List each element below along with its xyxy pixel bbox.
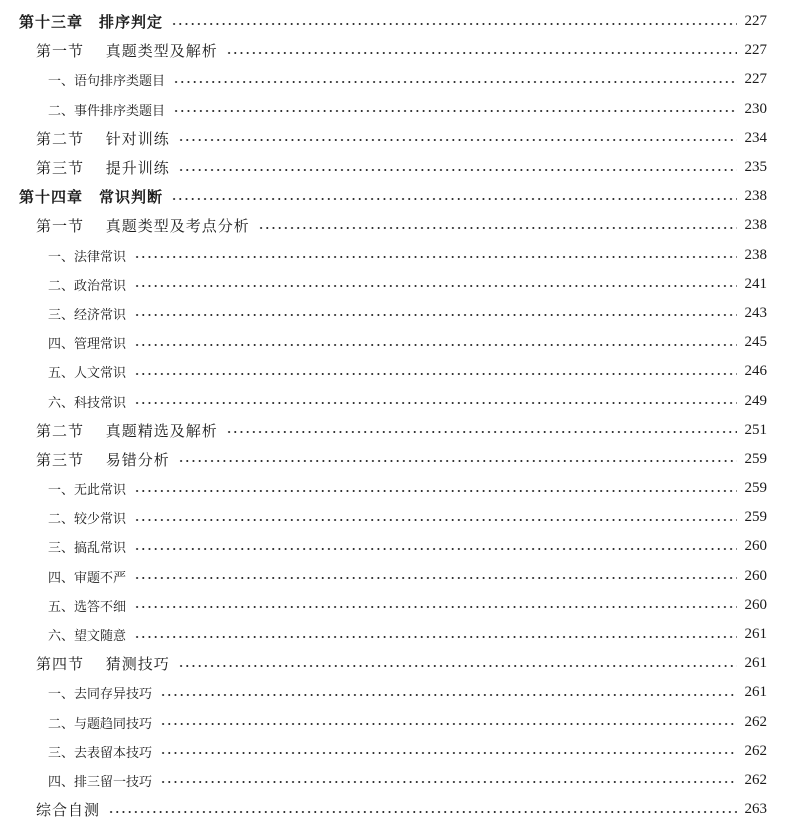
toc-item[interactable] xyxy=(0,708,787,737)
toc-item[interactable] xyxy=(0,737,787,766)
toc-item[interactable] xyxy=(0,678,787,707)
toc-entry-title: 二、较少常识 xyxy=(48,512,127,528)
toc-entry-title: 六、科技常识 xyxy=(48,395,127,411)
toc-item[interactable] xyxy=(0,65,787,94)
dot-leader xyxy=(160,752,737,754)
toc-entry-title: 第三节 易错分析 xyxy=(36,450,170,469)
toc-page-number: 261 xyxy=(744,626,767,643)
toc-item[interactable] xyxy=(0,241,787,270)
dot-leader xyxy=(134,606,737,608)
toc-chapter-13[interactable] xyxy=(0,7,787,36)
dot-leader xyxy=(178,169,737,171)
toc-page-number: 263 xyxy=(744,801,767,818)
toc-page-number: 259 xyxy=(744,450,767,467)
toc-entry-title: 第十四章 常识判断 xyxy=(19,188,164,207)
dot-leader xyxy=(173,81,737,83)
dot-leader xyxy=(134,344,737,346)
dot-leader xyxy=(171,23,737,25)
toc-section[interactable] xyxy=(0,211,787,240)
toc-entry-title: 三、去表留本技巧 xyxy=(48,745,153,761)
toc-entry-title: 二、与题趋同技巧 xyxy=(48,716,153,732)
toc-page-number: 227 xyxy=(744,13,767,30)
toc-item[interactable] xyxy=(0,270,787,299)
toc-page-number: 259 xyxy=(744,480,767,497)
toc-entry-title: 一、法律常识 xyxy=(48,249,127,265)
toc-section[interactable] xyxy=(0,416,787,445)
toc-entry-title: 第一节 真题类型及考点分析 xyxy=(36,217,250,236)
toc-page-number: 227 xyxy=(744,42,767,59)
toc-section[interactable] xyxy=(0,649,787,678)
toc-page-number: 260 xyxy=(744,538,767,555)
toc-entry-title: 四、审题不严 xyxy=(48,570,127,586)
toc-entry-title: 六、望文随意 xyxy=(48,629,127,645)
toc-item[interactable] xyxy=(0,620,787,649)
dot-leader xyxy=(134,373,737,375)
dot-leader xyxy=(134,285,737,287)
toc-entry-title: 五、选答不细 xyxy=(48,599,127,615)
toc-entry-title: 四、管理常识 xyxy=(48,337,127,353)
toc-entry-title: 第三节 提升训练 xyxy=(36,159,170,178)
toc-entry-title: 一、去同存异技巧 xyxy=(48,687,153,703)
toc-entry-title: 第二节 针对训练 xyxy=(36,129,170,148)
dot-leader xyxy=(226,431,737,433)
toc-page-number: 260 xyxy=(744,596,767,613)
dot-leader xyxy=(134,548,737,550)
toc-entry-title: 三、经济常识 xyxy=(48,307,127,323)
toc-page-number: 238 xyxy=(744,246,767,263)
dot-leader xyxy=(226,52,737,54)
dot-leader xyxy=(178,665,737,667)
toc-page-number: 251 xyxy=(744,421,767,438)
dot-leader xyxy=(160,723,737,725)
toc-item[interactable] xyxy=(0,562,787,591)
toc-entry-title: 五、人文常识 xyxy=(48,366,127,382)
dot-leader xyxy=(134,256,737,258)
toc-entry-title: 第二节 真题精选及解析 xyxy=(36,421,218,440)
toc-page-number: 227 xyxy=(744,71,767,88)
table-of-contents xyxy=(0,7,787,824)
toc-page-number: 262 xyxy=(744,771,767,788)
toc-section[interactable] xyxy=(0,36,787,65)
toc-item[interactable] xyxy=(0,328,787,357)
toc-entry-title: 一、语句排序类题目 xyxy=(48,74,166,90)
toc-page-number: 259 xyxy=(744,509,767,526)
toc-item[interactable] xyxy=(0,95,787,124)
toc-section[interactable] xyxy=(0,153,787,182)
dot-leader xyxy=(108,811,737,813)
toc-item[interactable] xyxy=(0,386,787,415)
toc-item[interactable] xyxy=(0,766,787,795)
dot-leader xyxy=(134,636,737,638)
toc-section[interactable] xyxy=(0,124,787,153)
toc-page-number: 246 xyxy=(744,363,767,380)
toc-entry-title: 二、事件排序类题目 xyxy=(48,103,166,119)
dot-leader xyxy=(258,227,737,229)
toc-entry-title: 二、政治常识 xyxy=(48,278,127,294)
toc-page-number: 262 xyxy=(744,742,767,759)
toc-item[interactable] xyxy=(0,474,787,503)
toc-page-number: 261 xyxy=(744,684,767,701)
toc-page-number: 243 xyxy=(744,304,767,321)
toc-item[interactable] xyxy=(0,591,787,620)
toc-item[interactable] xyxy=(0,299,787,328)
toc-item[interactable] xyxy=(0,357,787,386)
dot-leader xyxy=(134,577,737,579)
dot-leader xyxy=(160,694,737,696)
dot-leader xyxy=(134,490,737,492)
toc-item[interactable] xyxy=(0,532,787,561)
toc-page-number: 230 xyxy=(744,100,767,117)
toc-entry-title: 第一节 真题类型及解析 xyxy=(36,42,218,61)
dot-leader xyxy=(171,198,737,200)
toc-page-number: 262 xyxy=(744,713,767,730)
dot-leader xyxy=(134,402,737,404)
toc-entry-title: 三、搞乱常识 xyxy=(48,541,127,557)
toc-entry-title: 第四节 猜测技巧 xyxy=(36,655,170,674)
toc-page-number: 238 xyxy=(744,188,767,205)
toc-page-number: 261 xyxy=(744,655,767,672)
dot-leader xyxy=(134,519,737,521)
toc-page-number: 234 xyxy=(744,129,767,146)
toc-page-number: 241 xyxy=(744,275,767,292)
toc-entry-title: 综合自测 xyxy=(36,801,101,820)
toc-item[interactable] xyxy=(0,503,787,532)
toc-section[interactable] xyxy=(0,795,787,824)
toc-page-number: 245 xyxy=(744,334,767,351)
toc-page-number: 235 xyxy=(744,159,767,176)
dot-leader xyxy=(134,314,737,316)
toc-entry-title: 四、排三留一技巧 xyxy=(48,774,153,790)
toc-entry-title: 第十三章 排序判定 xyxy=(19,13,164,32)
toc-entry-title: 一、无此常识 xyxy=(48,483,127,499)
toc-section[interactable] xyxy=(0,445,787,474)
toc-page-number: 260 xyxy=(744,567,767,584)
dot-leader xyxy=(178,460,737,462)
dot-leader xyxy=(173,110,737,112)
dot-leader xyxy=(160,781,737,783)
toc-page-number: 238 xyxy=(744,217,767,234)
toc-page-number: 249 xyxy=(744,392,767,409)
dot-leader xyxy=(178,139,737,141)
toc-chapter-14[interactable] xyxy=(0,182,787,211)
